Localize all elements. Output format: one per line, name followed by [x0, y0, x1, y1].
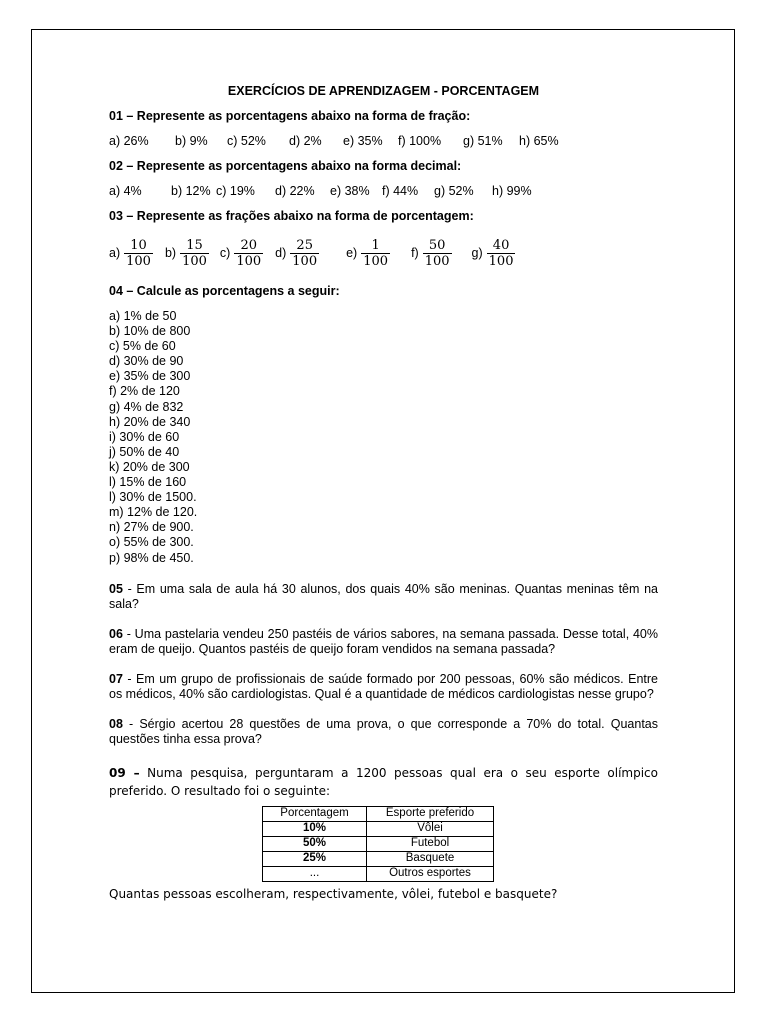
- fraction-item: [220, 238, 263, 269]
- fraction-item: [411, 238, 451, 269]
- list-item: h) 99%: [492, 184, 532, 198]
- list-item: d) 22%: [275, 184, 315, 198]
- list-item: o) 55% de 300.: [109, 535, 194, 550]
- fraction-numerator: 40: [492, 237, 510, 253]
- page-title: EXERCÍCIOS DE APRENDIZAGEM - PORCENTAGEM: [227, 84, 540, 98]
- list-item: f) 2% de 120: [109, 384, 180, 399]
- list-item: b) 12%: [171, 184, 211, 198]
- list-item: a) 4%: [109, 184, 142, 198]
- question-04-list: [109, 309, 658, 566]
- question-04-heading: 04 – Calcule as porcentagens a seguir:: [109, 284, 340, 298]
- question-02-items: [109, 184, 658, 199]
- question-08: [109, 717, 658, 748]
- question-number: 08: [109, 716, 123, 731]
- question-09-final: Quantas pessoas escolheram, respectivamente, vôlei, futebol e basquete?: [109, 886, 558, 901]
- fraction-numerator: 25: [296, 237, 313, 253]
- table-row: [263, 836, 494, 851]
- question-05: [109, 582, 658, 613]
- list-item: a) 26%: [109, 134, 149, 148]
- fraction-letter: f): [411, 246, 419, 260]
- fraction-numerator: 10: [130, 237, 147, 253]
- fraction-denominator: 100: [126, 253, 151, 269]
- question-text: - Em um grupo de profissionais de saúde formado por 200 pessoas, 60% são médicos. Entre os médicos, 40% são cardiologistas. Qual é a quantidade de médicos cardiologistas nesse grupo?: [109, 671, 658, 702]
- fraction-letter: e): [346, 246, 358, 260]
- fraction-letter: c): [219, 246, 231, 260]
- list-item: c) 52%: [227, 134, 266, 148]
- list-item: p) 98% de 450.: [109, 550, 194, 565]
- fraction-item: [109, 238, 153, 269]
- question-01-heading: 01 – Represente as porcentagens abaixo na forma de fração:: [109, 109, 471, 123]
- question-01-items: [109, 134, 658, 149]
- fraction-numerator: 1: [371, 237, 380, 253]
- fraction: [290, 238, 319, 269]
- question-number: 09 –: [109, 765, 140, 780]
- list-item: g) 51%: [463, 134, 503, 148]
- table-cell: Basquete: [367, 851, 494, 866]
- fraction-item: [275, 238, 319, 269]
- question-07: [109, 672, 658, 703]
- list-item: n) 27% de 900.: [109, 520, 194, 535]
- fraction-numerator: 50: [428, 237, 446, 253]
- question-06: [109, 627, 658, 658]
- worksheet: [109, 84, 658, 902]
- fraction-numerator: 15: [186, 237, 203, 253]
- fraction-letter: a): [109, 246, 121, 260]
- list-item: h) 20% de 340: [109, 414, 191, 429]
- question-text: Numa pesquisa, perguntaram a 1200 pessoas qual era o seu esporte olímpico preferido. O resultado foi o seguinte:: [109, 765, 658, 798]
- list-item: d) 30% de 90: [109, 354, 184, 369]
- question-text: - Uma pastelaria vendeu 250 pastéis de vários sabores, na semana passada. Desse total, 40% eram de queijo. Quantos pastéis de queijo foram vendidos na semana passada?: [109, 626, 658, 657]
- question-number: 05: [109, 581, 123, 596]
- fraction-numerator: 20: [240, 237, 258, 253]
- fraction: [361, 238, 390, 269]
- question-number: 07: [109, 671, 123, 686]
- fraction: [124, 238, 153, 269]
- fraction-letter: b): [164, 246, 177, 260]
- fraction: [487, 238, 516, 269]
- list-item: g) 52%: [434, 184, 474, 198]
- fraction: [423, 238, 452, 269]
- fraction-letter: g): [471, 246, 483, 260]
- list-item: f) 100%: [398, 134, 442, 148]
- fraction-denominator: 100: [236, 253, 262, 269]
- list-item: i) 30% de 60: [109, 429, 180, 444]
- table-row: [263, 866, 494, 881]
- fraction-denominator: 100: [363, 253, 389, 269]
- list-item: m) 12% de 120.: [109, 505, 198, 520]
- list-item: l) 30% de 1500.: [109, 490, 197, 505]
- table-header: Esporte preferido: [367, 806, 494, 821]
- question-09: [109, 764, 658, 800]
- list-item: e) 35% de 300: [109, 369, 191, 384]
- table-cell: 25%: [263, 851, 367, 866]
- list-item: b) 9%: [175, 134, 208, 148]
- table-cell: Futebol: [367, 836, 494, 851]
- list-item: f) 44%: [382, 184, 419, 198]
- question-03-heading: 03 – Represente as frações abaixo na forma de porcentagem:: [109, 209, 474, 223]
- table-cell: 50%: [263, 836, 367, 851]
- fraction: [234, 238, 263, 269]
- list-item: h) 65%: [519, 134, 559, 148]
- list-item: l) 15% de 160: [109, 475, 187, 490]
- list-item: e) 35%: [343, 134, 383, 148]
- question-text: - Sérgio acertou 28 questões de uma prova, o que corresponde a 70% do total. Quantas questões tinha essa prova?: [109, 716, 658, 747]
- fraction-denominator: 100: [292, 253, 318, 269]
- list-item: c) 19%: [216, 184, 255, 198]
- list-item: e) 38%: [330, 184, 370, 198]
- list-item: d) 2%: [289, 134, 322, 148]
- list-item: k) 20% de 300: [109, 459, 190, 474]
- question-03-fractions: [109, 234, 658, 272]
- fraction-denominator: 100: [424, 253, 450, 269]
- fraction-item: [346, 238, 390, 269]
- question-02-heading: 02 – Represente as porcentagens abaixo na forma decimal:: [109, 159, 462, 173]
- fraction-letter: d): [275, 246, 287, 260]
- list-item: g) 4% de 832: [109, 399, 184, 414]
- fraction-denominator: 100: [488, 253, 514, 269]
- table-row: [263, 851, 494, 866]
- fraction-item: [165, 238, 209, 269]
- sports-table: [262, 806, 494, 882]
- table-cell: ...: [263, 866, 367, 881]
- list-item: a) 1% de 50: [109, 309, 177, 323]
- table-cell: Outros esportes: [367, 866, 494, 881]
- question-number: 06: [109, 626, 123, 641]
- table-cell: 10%: [263, 821, 367, 836]
- fraction-item: [472, 238, 516, 269]
- question-text: - Em uma sala de aula há 30 alunos, dos quais 40% são meninas. Quantas meninas têm na sala?: [109, 581, 658, 612]
- table-header: Porcentagem: [263, 806, 367, 821]
- fraction-denominator: 100: [182, 253, 207, 269]
- fraction: [180, 238, 209, 269]
- table-header-row: [263, 806, 494, 821]
- table-row: [263, 821, 494, 836]
- list-item: j) 50% de 40: [109, 444, 180, 459]
- list-item: b) 10% de 800: [109, 324, 191, 339]
- table-cell: Vôlei: [367, 821, 494, 836]
- list-item: c) 5% de 60: [109, 339, 176, 354]
